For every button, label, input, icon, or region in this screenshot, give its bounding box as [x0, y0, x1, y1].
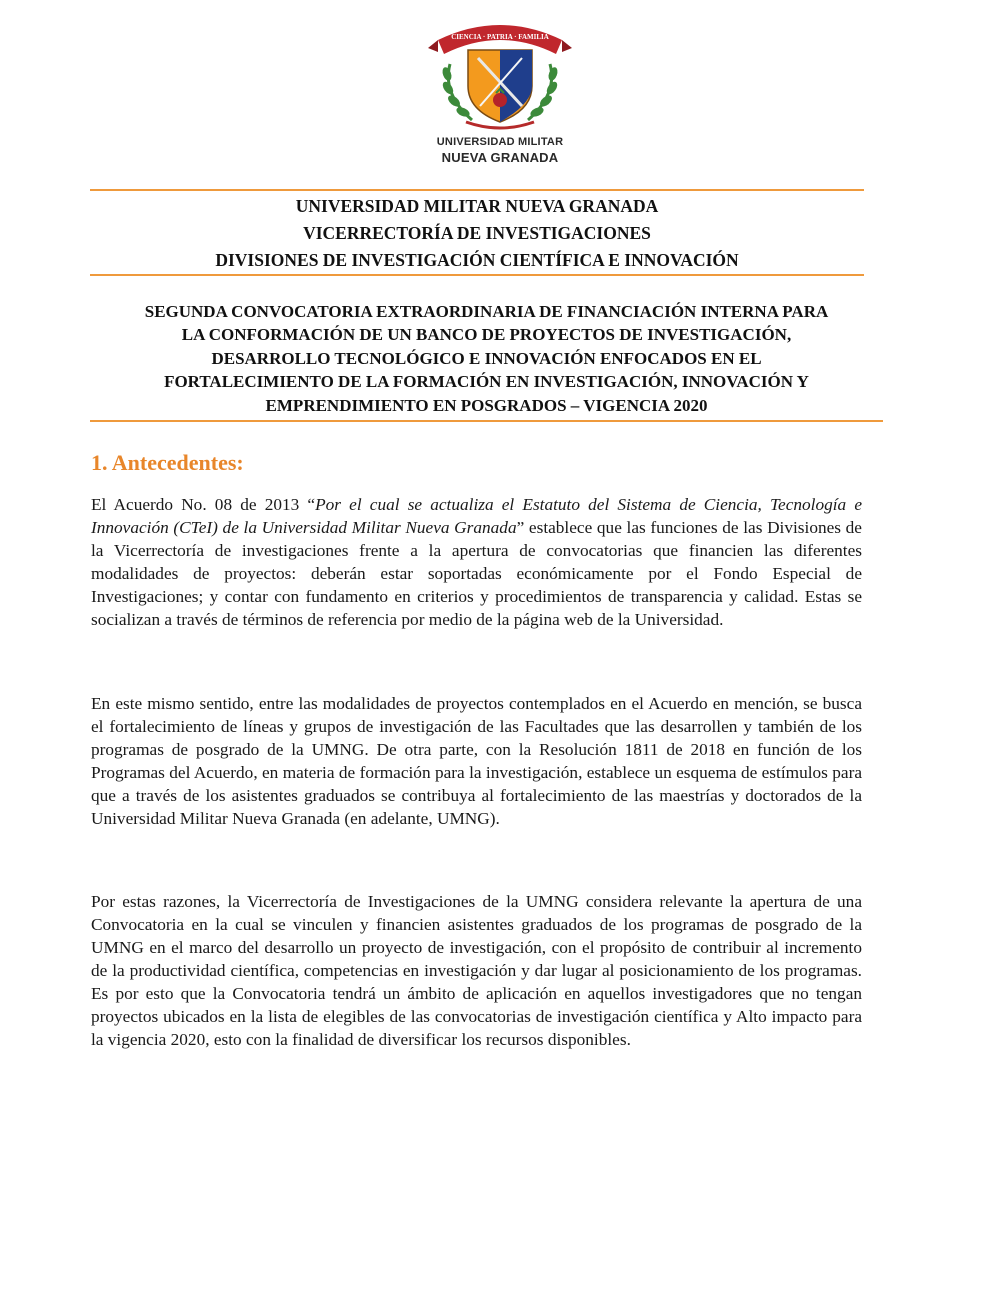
title-line: SEGUNDA CONVOCATORIA EXTRAORDINARIA DE FINANCIACIÓN INTERNA PARA [144, 302, 829, 321]
header-divisiones: DIVISIONES DE INVESTIGACIÓN CIENTÍFICA E INNOVACIÓN [215, 250, 739, 270]
title-line: LA CONFORMACIÓN DE UN BANCO DE PROYECTOS DE INVESTIGACIÓN, [181, 325, 792, 345]
title-line: EMPRENDIMIENTO EN POSGRADOS – VIGENCIA 2020 [265, 395, 708, 415]
paragraph-text: ” establece que las funciones de las Divisiones de la Vicerrectoría de investigaciones frente a la apertura de convocatorias que financien las diferentes modalidades de proyectos: deberán estar soportadas económicamente por el Fondo Especial de Investigaciones; y contar con fundamento en criterios y procedimientos de transparencia y calidad. Estas se socializan a través de términos de referencia por medio de la página web de la Universidad. [91, 518, 862, 629]
paragraph-antecedentes-1 [91, 493, 862, 631]
university-logo [420, 14, 580, 164]
title-line: FORTALECIMIENTO DE LA FORMACIÓN EN INVESTIGACIÓN, INNOVACIÓN Y [164, 372, 809, 392]
header-vicerrectoria: VICERRECTORÍA DE INVESTIGACIONES [303, 223, 651, 243]
paragraph-antecedentes-3: Por estas razones, la Vicerrectoría de Investigaciones de la UMNG considera relevante la apertura de una Convocatoria en la cual se vinculen y financien asistentes graduados de los programas de posgrado de la UMNG en el marco del desarrollo un proyecto de investigación, con el propósito de contribuir al incremento de la productividad científica, competencias en investigación y dar lugar al posicionamiento de los programas. Es por esto que la Convocatoria tendrá un ámbito de aplicación en aquellos investigadores que no tengan proyectos ubicados en la lista de elegibles de las convocatorias de investigación científica y Alto impacto para la vigencia 2020, esto con la finalidad de diversificar los recursos disponibles. [91, 892, 862, 1049]
paragraph-text: El Acuerdo No. 08 de 2013 “ [91, 495, 316, 514]
document-title [90, 300, 883, 417]
logo-text-line2: NUEVA GRANADA [441, 150, 559, 165]
header-top-rule [90, 189, 864, 191]
section-heading: 1. Antecedentes: [91, 450, 244, 475]
svg-text:CIENCIA · PATRIA · FAMILIA: CIENCIA · PATRIA · FAMILIA [451, 33, 549, 41]
header-bottom-rule [90, 274, 864, 276]
title-line: DESARROLLO TECNOLÓGICO E INNOVACIÓN ENFOCADOS EN EL [211, 348, 762, 368]
institution-header [90, 193, 864, 274]
header-university: UNIVERSIDAD MILITAR NUEVA GRANADA [295, 196, 659, 216]
title-bottom-rule [90, 420, 883, 422]
paragraph-antecedentes-2: En este mismo sentido, entre las modalidades de proyectos contemplados en el Acuerdo en mención, se busca el fortalecimiento de líneas y grupos de investigación de las Facultades que las desarrollen y también de los programas de posgrado de la UMNG. De otra parte, con la Resolución 1811 de 2018 en función de los Programas del Acuerdo, en materia de formación para la investigación, establece un esquema de estímulos para que a través de los asistentes graduados se contribuya al fortalecimiento de las maestrías y doctorados de la Universidad Militar Nueva Granada (en adelante, UMNG). [91, 694, 862, 828]
crest-emblem [420, 14, 580, 136]
logo-text-line1: UNIVERSIDAD MILITAR [436, 136, 564, 148]
paragraph-italic-title: Por el cual se actualiza el Estatuto del Sistema de Ciencia, Tecnología e Innovación (CTeI) de la Universidad Militar Nueva Granada [91, 495, 863, 537]
